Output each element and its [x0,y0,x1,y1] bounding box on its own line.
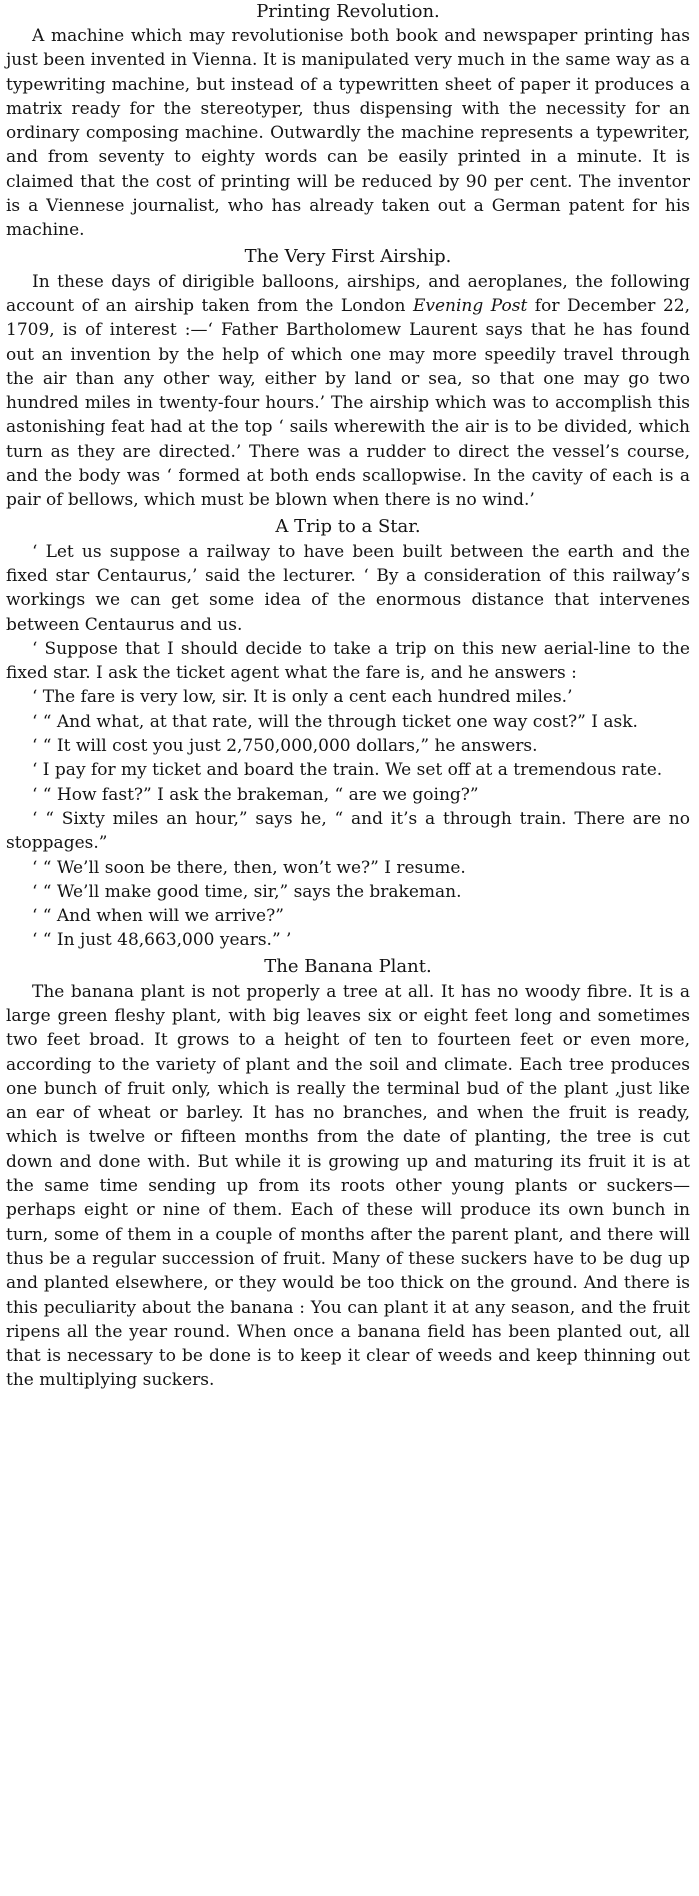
article-paragraph: ‘ “ And when will we arrive?” [32,906,284,927]
article-paragraph: ‘ The fare is very low, sir. It is only a cent each hundred miles.’ [32,687,573,708]
article-paragraph: ‘ Let us suppose a railway to have been built between the earth and the fixed star Centaurus,’ said the lecturer. ‘ By a consideration of this railway’s workings we can get some idea of the enormous distance that intervenes between Centaurus and us. [6,541,690,635]
article-paragraph: ‘ I pay for my ticket and board the train. We set off at a tremendous rate. [32,760,663,781]
article-paragraph: A machine which may revolutionise both book and newspaper printing has just been invented in Vienna. It is manipulated very much in the same way as a typewriting machine, but instead of a typewritten sheet of paper it produces a matrix ready for the stereotyper, thus dispensing with the necessity for an ordinary composing machine. Outwardly the machine represents a typewriter, and from seventy to eighty words can be easily printed in a minute. It is claimed that the cost of printing will be reduced by 90 per cent. The inventor is a Viennese journalist, who has already taken out a German patent for his machine. [6,26,690,241]
paragraph-text: for December 22, 1709, is of interest :—‘ Father Bartholomew Laurent says that he has found out an invention by the help of which one may more speedily travel through the air than any other way, either by land or sea, so that one may go two hundred miles in twenty-four hours.’ The airship which was to accomplish this astonishing feat had at the top ‘ sails wherewith the air is to be divided, which turn as they are directed.’ There was a rudder to direct the vessel’s course, and the body was ‘ formed at both ends scallopwise. In the cavity of each is a pair of bellows, which must be blown when there is no wind.’ [6,295,690,511]
article-paragraph: The banana plant is not properly a tree at all. It has no woody fibre. It is a large green fleshy plant, with big leaves six or eight feet long and sometimes two feet broad. It grows to a height of ten to fourteen feet or even more, according to the variety of plant and the soil and climate. Each tree produces one bunch of fruit only, which is really the terminal bud of the plant ,just like an ear of wheat or barley. It has no branches, and when the fruit is ready, which is twelve or fifteen months from the date of planting, the tree is cut down and done with. But while it is growing up and maturing its fruit it is at the same time sending up from its roots other young plants or suckers—perhaps eight or nine of them. Each of these will produce its own bunch in turn, some of them in a couple of months after the parent plant, and there will thus be a regular succession of fruit. Many of these suckers have to be dug up and planted elsewhere, or they would be too thick on the ground. And there is this peculiarity about the banana : You can plant it at any season, and the fruit ripens all the year round. When once a banana field has been planted out, all that is necessary to be done is to keep it clear of weeds and keep thinning out the multiplying suckers. [6,981,690,1391]
article-title: The Banana Plant. [264,955,432,977]
article-title: A Trip to a Star. [275,515,421,537]
article-paragraph: ‘ “ We’ll make good time, sir,” says the brakeman. [32,881,462,902]
article-title: Printing Revolution. [256,1,440,22]
newspaper-name: Evening Post [412,295,528,316]
article-paragraph: ‘ “ How fast?” I ask the brakeman, “ are we going?” [32,784,479,805]
article-paragraph: ‘ “ Sixty miles an hour,” says he, “ and it’s a through train. There are no stoppages.” [6,808,690,854]
article-paragraph: ‘ “ And what, at that rate, will the through ticket one way cost?” I ask. [32,711,638,732]
article-title: The Very First Airship. [244,245,452,267]
article-paragraph: ‘ “ It will cost you just 2,750,000,000 dollars,” he answers. [32,736,538,757]
article-paragraph: ‘ Suppose that I should decide to take a trip on this new aerial-line to the fixed star. I ask the ticket agent what the fare is, and he answers : [6,638,690,684]
paragraph-text: In these days of dirigible balloons, airships, and aeroplanes, the following account of an airship taken from the London [6,271,690,316]
article-paragraph: ‘ “ In just 48,663,000 years.” ’ [32,930,292,951]
article-paragraph [6,270,690,513]
article-trip-to-a-star [6,513,690,953]
article-paragraph: ‘ “ We’ll soon be there, then, won’t we?” I resume. [32,857,466,878]
article-very-first-airship [6,243,690,513]
article-banana-plant [6,953,690,1393]
article-printing-revolution [6,0,690,243]
